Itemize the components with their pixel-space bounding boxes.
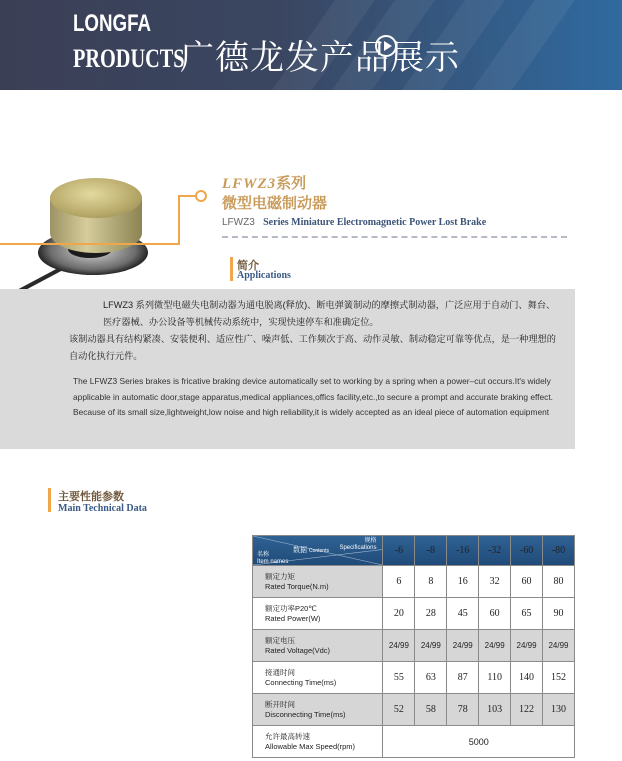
row-label xyxy=(253,598,383,630)
brand-products-label: PRODUCTS xyxy=(73,44,185,73)
description-box xyxy=(0,289,575,449)
table-cell: 130 xyxy=(543,694,575,726)
header-data-label xyxy=(293,545,329,555)
table-cell: 24/99 xyxy=(383,630,415,662)
size-header: -60 xyxy=(511,536,543,566)
table-cell: 152 xyxy=(543,662,575,694)
table-row xyxy=(253,630,575,662)
table-cell: 24/99 xyxy=(479,630,511,662)
row-label xyxy=(253,566,383,598)
table-row xyxy=(253,598,575,630)
table-row xyxy=(253,726,575,758)
header-item-label xyxy=(257,552,288,566)
brand-name: LONGFA xyxy=(73,10,151,37)
table-cell: 140 xyxy=(511,662,543,694)
description-paragraph-en: Because of its small size,lightweight,low noise and high reliability,it is widely accepted as an ideal piece of automation equipment xyxy=(73,407,550,417)
series-suffix: 系列 xyxy=(276,175,307,192)
row-label xyxy=(253,630,383,662)
table-cell: 78 xyxy=(447,694,479,726)
section-marker xyxy=(48,488,51,512)
table-cell: 122 xyxy=(511,694,543,726)
table-row xyxy=(253,694,575,726)
table-cell: 20 xyxy=(383,598,415,630)
table-row xyxy=(253,662,575,694)
row-label-en: Disconnecting Time(ms) xyxy=(265,709,346,719)
table-cell: 28 xyxy=(415,598,447,630)
table-cell: 60 xyxy=(479,598,511,630)
table-cell: 24/99 xyxy=(447,630,479,662)
row-label-cn: 额定功率P20℃ xyxy=(265,603,317,613)
connector-dot xyxy=(195,190,207,202)
row-label-en: Allowable Max Speed(rpm) xyxy=(265,741,356,751)
connector-line xyxy=(178,196,180,244)
table-cell: 90 xyxy=(543,598,575,630)
header-item-en: Item names xyxy=(257,559,289,565)
size-header: -6 xyxy=(383,536,415,566)
description-paragraph-en: The LFWZ3 Series brakes is fricative braking device automatically set to working by a spring when a power–cut occurs.It's widely applicable in automatic door,stage apparatus,medical appliances,offics facility,etc.,to secure a prompt and accurate braking effect. xyxy=(73,376,553,402)
table-cell: 45 xyxy=(447,598,479,630)
table-cell: 24/99 xyxy=(415,630,447,662)
row-label-en: Rated Power(W) xyxy=(265,613,321,623)
table-header-row xyxy=(253,536,575,566)
table-cell: 103 xyxy=(479,694,511,726)
header-data-cn: 数据 xyxy=(293,547,307,554)
table-cell: 24/99 xyxy=(543,630,575,662)
size-header: -32 xyxy=(479,536,511,566)
series-name: LFWZ3 xyxy=(222,176,277,192)
header-data-en: Contents xyxy=(308,548,329,554)
section-marker xyxy=(230,257,233,281)
series-english-title xyxy=(222,217,486,228)
series-subtitle: 微型电磁制动器 xyxy=(222,195,328,212)
table-row xyxy=(253,566,575,598)
product-top xyxy=(50,178,142,218)
header-spec-cn: 规格 xyxy=(364,538,377,544)
connector-line xyxy=(178,195,196,197)
applications-title: 简介 xyxy=(237,260,259,272)
technical-title-en: Main Technical Data xyxy=(58,503,147,514)
table-cell: 6 xyxy=(383,566,415,598)
row-label xyxy=(253,662,383,694)
header-spec-en: Specifications xyxy=(339,545,377,551)
row-label-cn: 允许最高转速 xyxy=(265,731,310,741)
table-cell: 32 xyxy=(479,566,511,598)
series-model: LFWZ3 xyxy=(222,217,255,228)
table-cell: 110 xyxy=(479,662,511,694)
table-cell: 60 xyxy=(511,566,543,598)
size-header: -16 xyxy=(447,536,479,566)
product-image xyxy=(0,170,165,285)
series-description: Series Miniature Electromagnetic Power Lost Brake xyxy=(263,217,487,228)
row-label-cn: 额定电压 xyxy=(265,635,295,645)
header-item-cn: 名称 xyxy=(257,552,270,558)
description-cn xyxy=(47,297,557,365)
series-title xyxy=(222,172,306,193)
row-label-en: Connecting Time(ms) xyxy=(265,677,337,687)
size-header: -8 xyxy=(415,536,447,566)
table-header-corner xyxy=(253,536,383,566)
table-cell: 87 xyxy=(447,662,479,694)
play-circle-icon[interactable] xyxy=(375,35,397,57)
table-cell: 52 xyxy=(383,694,415,726)
row-label-en: Rated Voltage(Vdc) xyxy=(265,645,331,655)
table-cell: 55 xyxy=(383,662,415,694)
table-cell: 65 xyxy=(511,598,543,630)
row-label-en: Rated Torque(N.m) xyxy=(265,581,329,591)
description-text: 该制动器具有结构紧凑、安装便利、适应性广、噪声低、工作频次于高、动作灵敏、制动稳定可靠等优点，是一种理想的自动化执行元件。 xyxy=(69,334,556,361)
table-cell: 8 xyxy=(415,566,447,598)
connector-line xyxy=(0,243,180,245)
description-en xyxy=(73,374,553,421)
row-label-cn: 接通时间 xyxy=(265,667,295,677)
header-banner xyxy=(0,0,622,90)
table-cell: 16 xyxy=(447,566,479,598)
row-label-cn: 断开时间 xyxy=(265,699,295,709)
row-label xyxy=(253,694,383,726)
row-label-cn: 额定力矩 xyxy=(265,571,295,581)
header-spec-label xyxy=(339,538,376,552)
table-cell: 58 xyxy=(415,694,447,726)
max-speed-value: 5000 xyxy=(383,726,575,758)
banner-title: 广德龙发产品展示 xyxy=(180,38,460,78)
applications-title-en: Applications xyxy=(237,270,291,281)
dashed-divider xyxy=(222,236,567,238)
description-text: LFWZ3 系列微型电磁失电制动器为通电脱离(释放)、断电弹簧制动的摩擦式制动器，广泛应用于自动门、舞台、医疗器械、办公设备等机械传动系统中，实现快速停车和准确定位。 xyxy=(103,300,556,327)
size-header: -80 xyxy=(543,536,575,566)
table-cell: 80 xyxy=(543,566,575,598)
table-cell: 24/99 xyxy=(511,630,543,662)
technical-title: 主要性能参数 xyxy=(58,491,124,503)
row-label xyxy=(253,726,383,758)
description-paragraph xyxy=(47,297,557,331)
table-cell: 63 xyxy=(415,662,447,694)
description-paragraph xyxy=(47,331,557,365)
spec-table xyxy=(252,535,575,758)
